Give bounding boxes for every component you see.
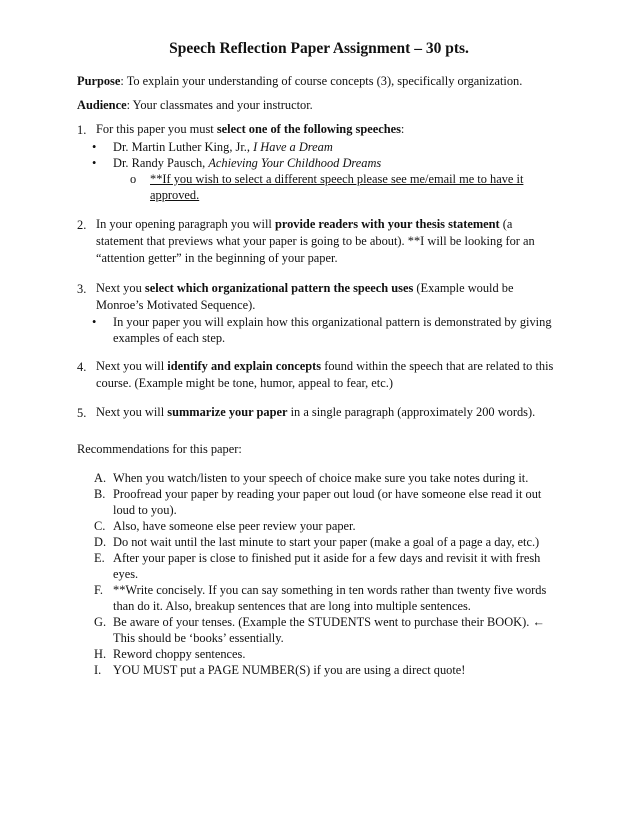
page-title: Speech Reflection Paper Assignment – 30 pts.	[169, 40, 469, 57]
bullet-text: Dr. Martin Luther King, Jr.,	[113, 140, 254, 154]
recommendation-text: YOU MUST put a PAGE NUMBER(S) if you are using a direct quote!	[113, 663, 466, 677]
recommendation-label: G.	[94, 615, 107, 629]
item-4-text	[96, 358, 558, 392]
recommendations-heading: Recommendations for this paper:	[77, 442, 242, 456]
item-2-bold: provide readers with your thesis statement	[274, 217, 500, 231]
audience-paragraph	[77, 98, 557, 113]
item-3-post: (Example would be Monroe’s Motivated Sequence).	[96, 281, 514, 312]
item-1-number: 1.	[77, 123, 87, 137]
recommendation-text: Also, have someone else peer review your paper.	[113, 519, 356, 533]
speech-title: I Have a Dream	[253, 140, 333, 154]
hollow-bullet-icon: o	[130, 172, 137, 186]
recommendation-text: Be aware of your tenses. (Example the STUDENTS went to purchase their BOOK). ← This should be ‘books’ essentially.	[113, 615, 545, 645]
item-4-post: found within the speech that are related to this course. (Example might be tone, humor, appeal to fear, etc.)	[96, 359, 554, 390]
recommendation-text: Reword choppy sentences.	[113, 647, 246, 661]
bullet-icon: •	[92, 315, 97, 329]
recommendation-label: F.	[94, 583, 103, 597]
audience-label: Audience	[77, 98, 127, 112]
recommendation-label: C.	[94, 519, 106, 533]
item-4-bold: identify and explain concepts	[167, 359, 322, 373]
bullet-icon: •	[92, 140, 97, 154]
item-5-text	[96, 404, 558, 421]
recommendation-label: A.	[94, 471, 107, 485]
bullet-text: Dr. Randy Pausch,	[113, 156, 209, 170]
recommendation-text: When you watch/listen to your speech of choice make sure you take notes during it.	[113, 471, 529, 485]
speech-title: Achieving Your Childhood Dreams	[208, 156, 382, 170]
item-4-pre: Next you will	[96, 359, 168, 373]
item-3-pre: Next you	[96, 281, 145, 295]
item-5-post: in a single paragraph (approximately 200 words).	[287, 405, 536, 419]
recommendation-label: D.	[94, 535, 107, 549]
recommendation-text: Do not wait until the last minute to start your paper (make a goal of a page a day, etc.)	[113, 535, 540, 549]
recommendation-label: B.	[94, 487, 106, 501]
item-2-text	[96, 216, 558, 267]
item-5-pre: Next you will	[96, 405, 168, 419]
item-1-pre: For this paper you must	[96, 122, 217, 136]
purpose-text: : To explain your understanding of course concepts (3), specifically organization.	[120, 74, 523, 88]
recommendation-label: E.	[94, 551, 105, 565]
item-2-number: 2.	[77, 218, 87, 232]
item-2-post: (a statement that previews what your paper is going to be about). **I will be looking for an “attention getter” in the beginning of your paper.	[96, 217, 535, 265]
item-5-number: 5.	[77, 406, 87, 420]
purpose-label: Purpose	[77, 74, 121, 88]
sub-bullet-text: **If you wish to select a different speech please see me/email me to have it approved.	[150, 172, 524, 202]
bullet-text: In your paper you will explain how this organizational pattern is demonstrated by giving examples of each step.	[113, 315, 552, 345]
item-3-number: 3.	[77, 282, 87, 296]
recommendation-text: After your paper is close to finished put it aside for a few days and revisit it with fresh eyes.	[113, 551, 541, 581]
item-3-text	[96, 280, 558, 314]
purpose-paragraph	[77, 74, 557, 89]
item-1-bold: select one of the following speeches	[216, 122, 401, 136]
item-5-bold: summarize your paper	[167, 405, 288, 419]
audience-text: : Your classmates and your instructor.	[126, 98, 313, 112]
recommendation-label: H.	[94, 647, 107, 661]
item-3-bold: select which organizational pattern the speech uses	[144, 281, 414, 295]
recommendation-label: I.	[94, 663, 102, 677]
item-1-text	[96, 121, 558, 138]
item-1-post: :	[400, 122, 405, 136]
recommendation-text: Proofread your paper by reading your paper out loud (or have someone else read it out loud to you).	[113, 487, 542, 517]
bullet-icon: •	[92, 156, 97, 170]
recommendation-text: **Write concisely. If you can say something in ten words rather than twenty five words than do it. Also, breakup sentences that are long into multiple sentences.	[113, 583, 547, 613]
item-4-number: 4.	[77, 360, 87, 374]
item-2-pre: In your opening paragraph you will	[96, 217, 275, 231]
